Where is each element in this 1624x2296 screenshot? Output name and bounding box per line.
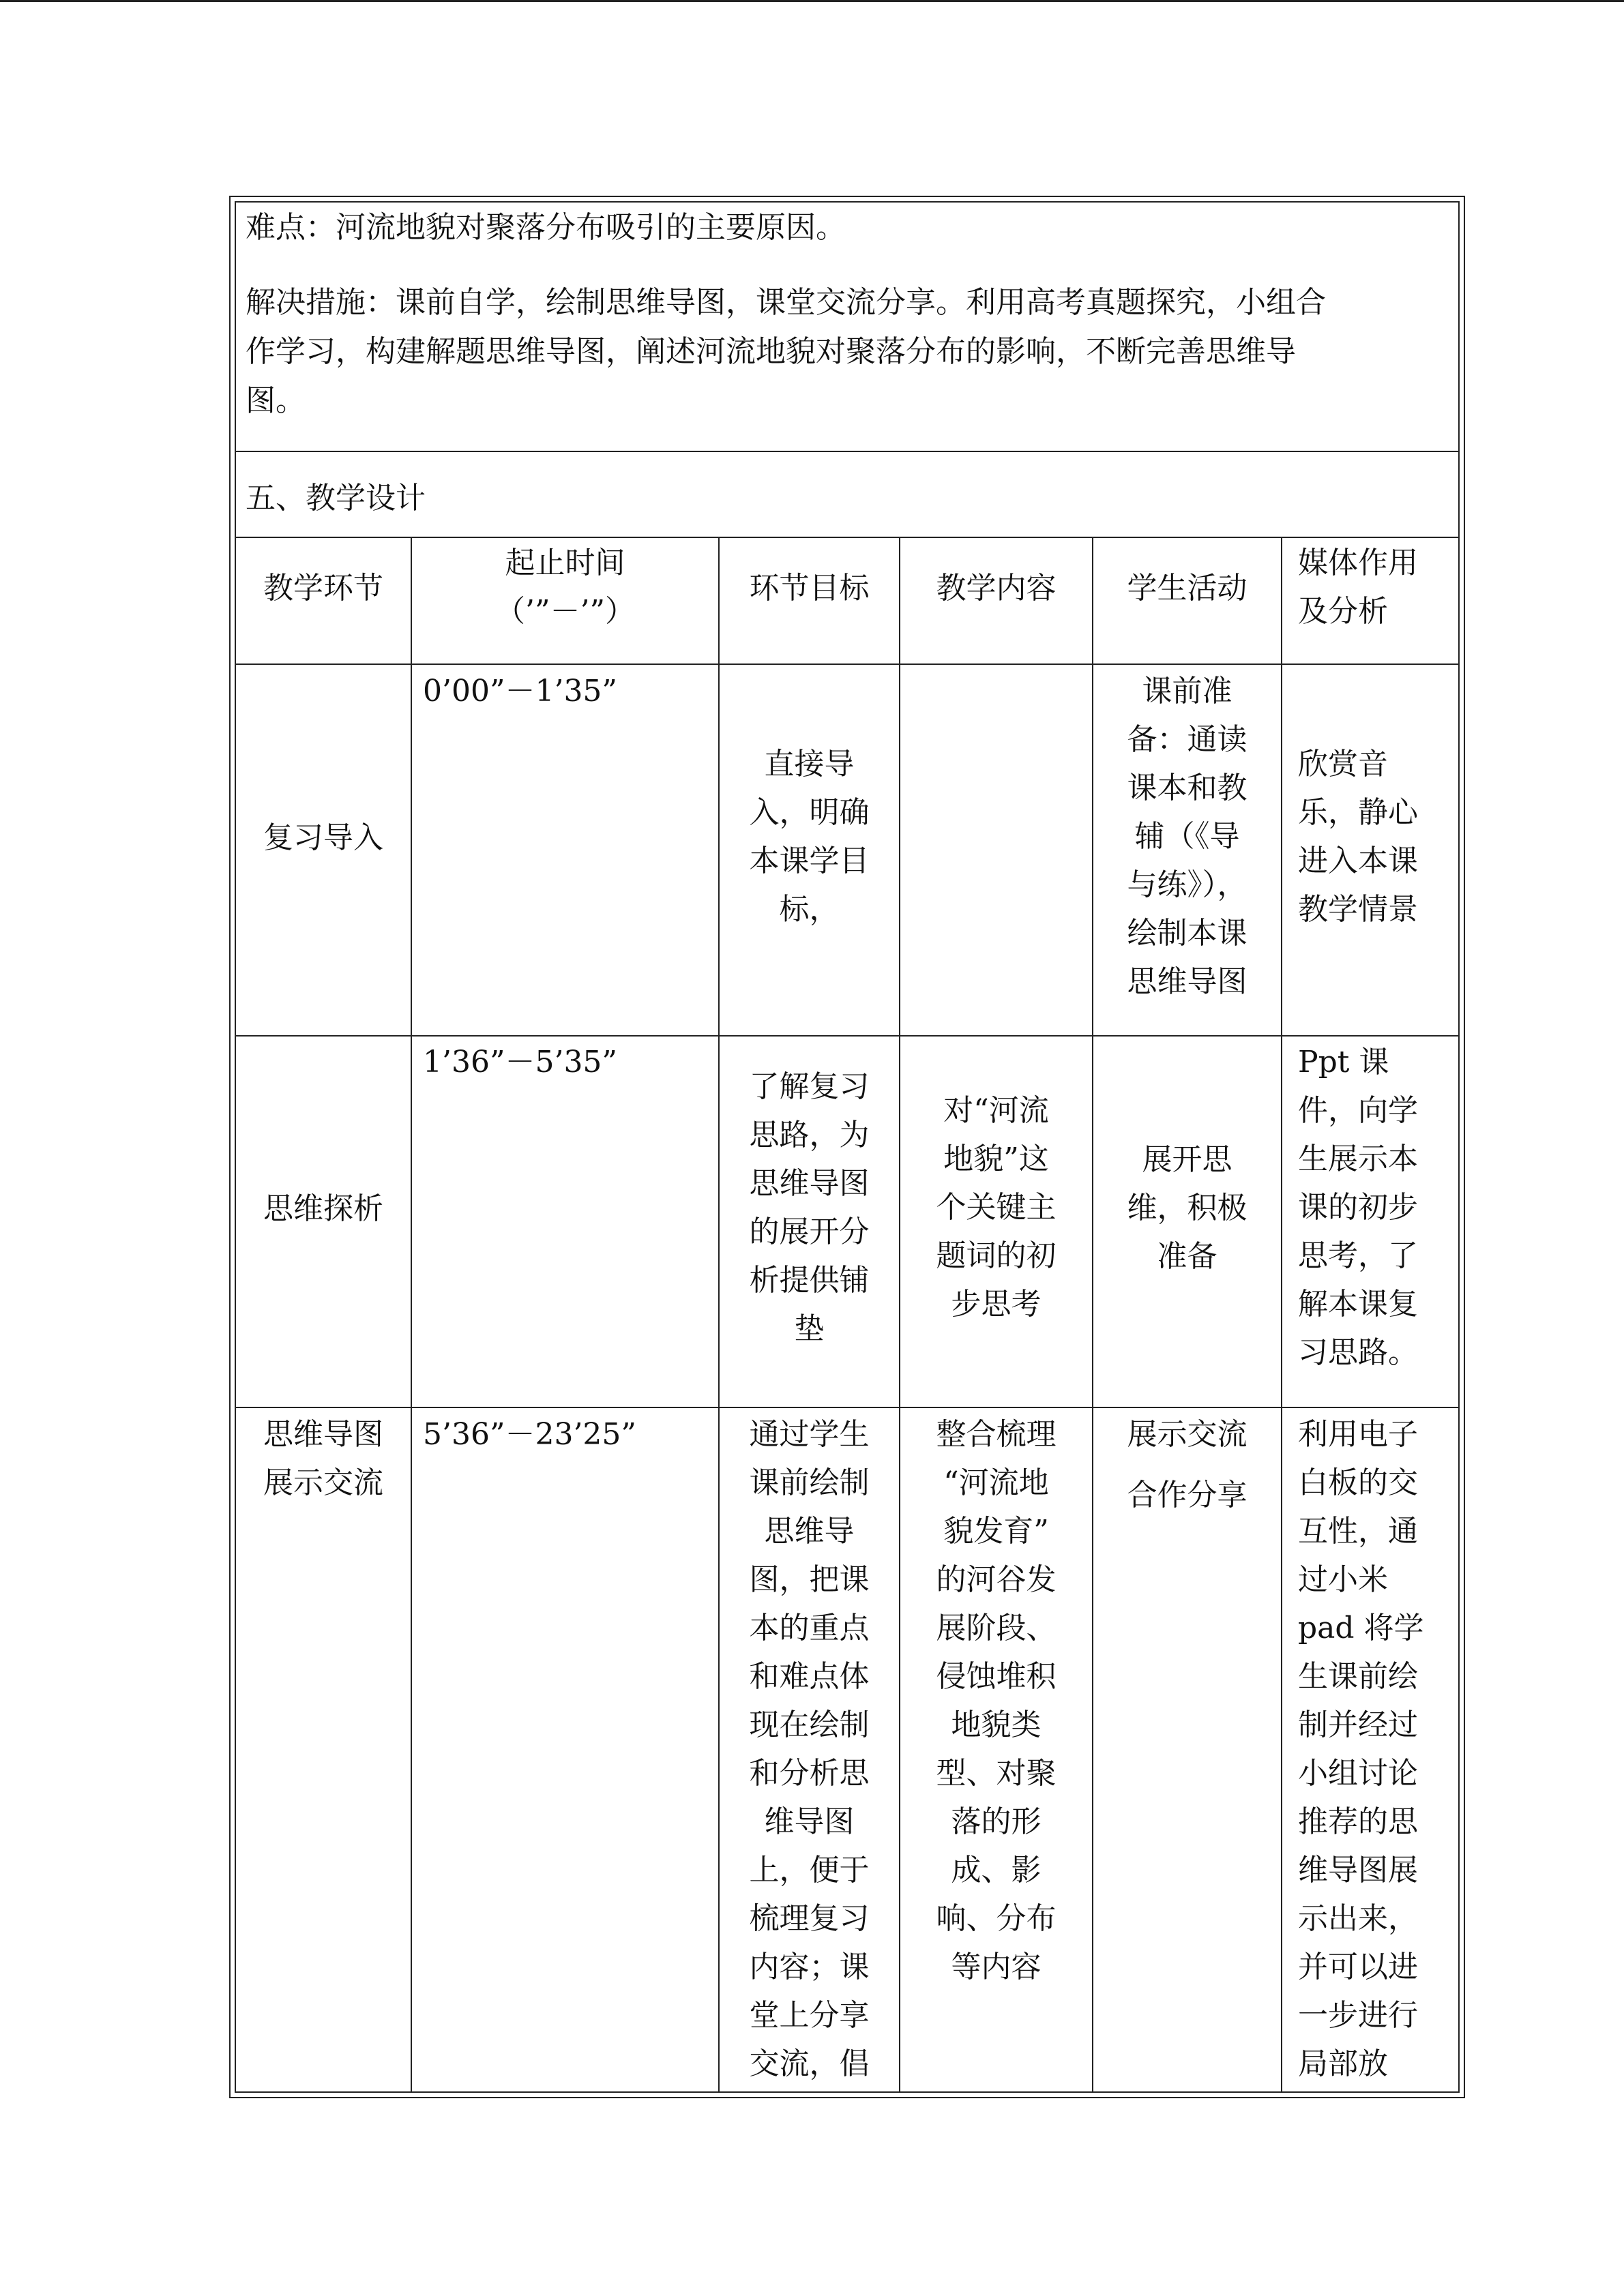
section-title: 五、教学设计 [246,481,426,516]
cell-activity-line: 展示交流 [1127,1417,1247,1452]
cell-stage [236,1410,411,1507]
cell-goal-line: 思维导 [764,1514,855,1549]
cell-goal-line: 梳理复习 [749,1901,870,1936]
cell-content-line: 型、对聚 [936,1756,1057,1791]
cell-time: 0’00”－1’35” [423,674,617,709]
cell-media-line: 欣赏音 [1298,747,1388,781]
cell-goal-line: 上，便于 [749,1853,870,1888]
cell-goal [720,1410,899,2088]
cell-goal-line: 的展开分 [749,1214,870,1249]
cell-media-line: 局部放 [1298,2046,1388,2081]
cell-activity [1093,1410,1281,1519]
cell-content-line: 步思考 [951,1287,1042,1322]
cell-activity-line: 课前准 [1142,674,1232,709]
cell-media-line: 推荐的思 [1298,1804,1418,1839]
cell-stage-line: 思维探析 [263,1191,383,1226]
cell-media-line: Ppt 课 [1298,1045,1389,1079]
cell-media-line: 维导图展 [1298,1853,1418,1888]
cell-media [1298,1410,1455,2088]
cell-media-line: 制并经过 [1298,1708,1418,1742]
cell-activity-line: 准备 [1157,1239,1217,1274]
cell-goal-line: 课前绘制 [749,1465,870,1500]
cell-media-line: 解本课复 [1298,1287,1418,1322]
cell-media-line: 件，向学 [1298,1093,1418,1128]
cell-media-line: 教学情景 [1298,892,1418,927]
header-media-label-1: 媒体作用 [1298,546,1418,580]
cell-content-line: 侵蚀堆积 [936,1659,1057,1694]
divider-row-1-bottom [235,1035,1460,1037]
cell-goal-line: 直接导 [764,747,855,781]
cell-media [1298,1038,1455,1377]
cell-content-line: 个关键主 [936,1190,1057,1225]
header-goal: 环节目标 [749,571,870,606]
header-time-format: （’”－’”） [495,594,635,629]
cell-stage-line: 展示交流 [263,1465,383,1500]
cell-media-line: 互性，通 [1298,1514,1418,1549]
cell-media-line: 进入本课 [1298,844,1418,878]
cell-content-line: 貌发育” [943,1514,1049,1549]
cell-content-line: 地貌类 [951,1708,1042,1742]
cell-content [900,1410,1092,1991]
header-media [1298,539,1455,636]
cell-media-line: 乐，静心 [1298,795,1418,830]
cell-activity-line: 备：通读 [1127,722,1247,757]
column-line-1 [411,537,412,2093]
cell-content-line: “河流地 [943,1465,1049,1500]
cell-activity-line: 绘制本课 [1127,916,1247,951]
cell-activity-line: 展开思 [1142,1142,1232,1177]
cell-content-line: 对“河流 [943,1093,1049,1128]
cell-activity-line: 维，积极 [1127,1191,1247,1225]
page-top-rule [0,0,1624,2]
cell-goal-line: 通过学生 [749,1417,870,1452]
cell-media-line: 过小米 [1298,1562,1388,1597]
cell-media-line: 思考，了 [1298,1238,1418,1273]
header-media-label-2: 及分析 [1298,594,1388,629]
cell-media-line: pad 将学 [1298,1611,1424,1645]
header-time-label: 起止时间 [505,546,625,580]
cell-content-line: 等内容 [951,1950,1042,1984]
cell-activity-line: 合作分享 [1127,1478,1247,1512]
cell-media-line: 小组讨论 [1298,1756,1418,1791]
cell-goal-line: 堂上分享 [749,1998,870,2033]
header-activity: 学生活动 [1127,571,1247,606]
cell-activity [1093,667,1281,1006]
cell-media-line: 示出来， [1298,1901,1418,1936]
cell-stage [236,814,411,862]
cell-content-line: 展阶段、 [936,1611,1057,1645]
cell-goal-line: 思维导图 [749,1166,870,1201]
header-time [412,539,718,636]
cell-goal-line: 垫 [794,1311,825,1346]
cell-activity-line: 辅（《导 [1134,819,1240,854]
cell-content-line: 成、影 [951,1853,1042,1888]
cell-goal-line: 内容；课 [749,1950,870,1984]
cell-stage [236,1184,411,1233]
cell-goal-line: 标， [779,892,840,927]
cell-media-line: 利用电子 [1298,1417,1418,1452]
cell-content-line: 落的形 [951,1804,1042,1839]
header-content: 教学内容 [936,571,1057,606]
solution-line: 图。 [246,383,306,418]
cell-stage-line: 思维导图 [263,1417,383,1452]
solution-line: 解决措施：课前自学，绘制思维导图，课堂交流分享。利用高考真题探究，小组合 [246,285,1326,320]
cell-goal-line: 维导图 [764,1804,855,1839]
cell-content-line: 地貌”这 [943,1142,1049,1176]
cell-media-line: 并可以进 [1298,1950,1418,1984]
solution-line: 作学习，构建解题思维导图，阐述河流地貌对聚落分布的影响，不断完善思维导 [246,334,1296,369]
cell-media-line: 一步进行 [1298,1998,1418,2033]
cell-media-line: 生展示本 [1298,1142,1418,1176]
cell-goal-line: 析提供铺 [749,1263,870,1298]
cell-goal [720,1062,899,1353]
cell-goal-line: 图，把课 [749,1562,870,1597]
cell-content [900,1086,1092,1328]
cell-goal-line: 本课学目 [749,844,870,878]
cell-stage-line: 复习导入 [263,820,383,855]
header-stage: 教学环节 [263,571,383,606]
cell-activity-line: 思维导图 [1127,964,1247,999]
divider-header-bottom [235,664,1460,665]
cell-goal-line: 了解复习 [749,1069,870,1104]
cell-goal-line: 入，明确 [749,795,870,830]
difficulty-text: 难点：河流地貌对聚落分布吸引的主要原因。 [246,210,846,245]
cell-media-line: 课的初步 [1298,1190,1418,1225]
cell-content-line: 题词的初 [936,1238,1057,1273]
column-line-5 [1281,537,1282,2093]
cell-activity-line: 课本和教 [1127,771,1247,805]
cell-goal-line: 和分析思 [749,1756,870,1791]
cell-media [1298,740,1455,934]
cell-goal [720,740,899,934]
cell-time: 1’36”－5’35” [423,1045,617,1079]
divider-row-2-bottom [235,1407,1460,1408]
divider-table-top [235,537,1460,538]
cell-goal-line: 和难点体 [749,1659,870,1694]
cell-goal-line: 现在绘制 [749,1708,870,1742]
cell-activity-line: 与练》）， [1127,867,1247,902]
cell-media-line: 白板的交 [1298,1465,1418,1500]
cell-time: 5’36”－23’25” [423,1417,636,1452]
cell-goal-line: 本的重点 [749,1611,870,1645]
divider-after-solution [235,451,1460,452]
cell-activity [1093,1135,1281,1281]
cell-goal-line: 交流，倡 [749,2046,870,2081]
cell-content-line: 的河谷发 [936,1562,1057,1597]
cell-media-line: 生课前绘 [1298,1659,1418,1694]
cell-content-line: 整合梳理 [936,1417,1057,1452]
cell-media-line: 习思路。 [1298,1335,1418,1370]
cell-goal-line: 思路，为 [749,1118,870,1152]
cell-content-line: 响、分布 [936,1901,1057,1936]
